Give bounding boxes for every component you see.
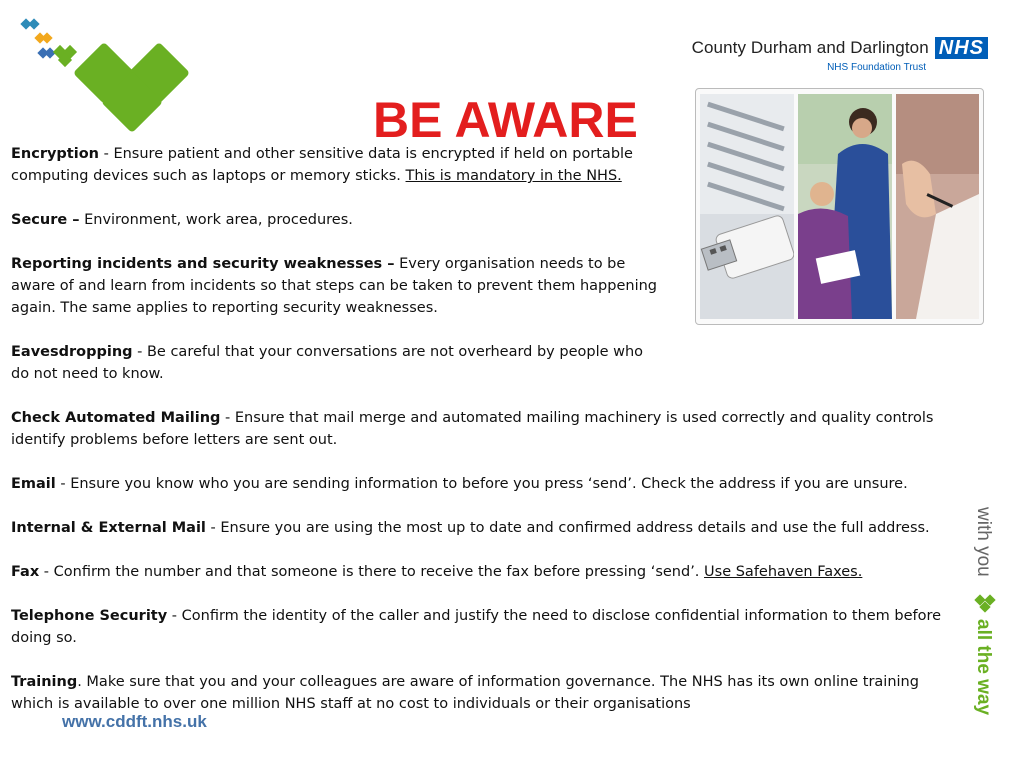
item-separator: -: [99, 146, 114, 162]
list-item: [11, 473, 961, 495]
item-term: Internal & External Mail: [11, 520, 206, 536]
organisation-subtitle: NHS Foundation Trust: [827, 62, 926, 73]
item-separator: -: [132, 344, 147, 360]
item-separator: -: [220, 410, 235, 426]
item-text: Confirm the identity of the caller and justify the need to disclose confidential information to them before doing so.: [11, 608, 942, 646]
list-item: [11, 143, 661, 187]
slogan-part-1: with you: [973, 507, 994, 577]
organisation-name: County Durham and Darlington: [691, 38, 929, 57]
item-separator: .: [77, 674, 87, 690]
item-text: Every organisation needs to be aware of and learn from incidents so that steps can be taken to prevent them happening again. The same applies to reporting security weaknesses.: [11, 256, 658, 316]
item-term: Email: [11, 476, 56, 492]
item-text: Make sure that you and your colleagues are aware of information governance. The NHS has its own online training which is available to over one million NHS staff at no cost to individuals or their organisations: [11, 674, 919, 712]
item-text: Ensure that mail merge and automated mailing machinery is used correctly and quality controls identify problems before letters are sent out.: [11, 410, 934, 448]
item-separator: -: [39, 564, 54, 580]
item-text: Confirm the number and that someone is there to receive the fax before pressing ‘send’.: [53, 564, 705, 580]
list-item: [11, 561, 961, 583]
item-term: Eavesdropping: [11, 344, 133, 360]
item-emphasis: Use Safehaven Faxes.: [704, 564, 863, 580]
item-text: Be careful that your conversations are not overheard by people who do not need to know.: [11, 344, 644, 382]
list-item: [11, 341, 661, 385]
nhs-logo: NHS: [935, 37, 988, 59]
item-text: Environment, work area, procedures.: [84, 212, 353, 228]
item-term: Training: [11, 674, 78, 690]
item-separator: -: [55, 476, 71, 492]
item-term: Fax: [11, 564, 40, 580]
slogan-hearts-icon: [974, 594, 995, 612]
item-text: Ensure patient and other sensitive data is encrypted if held on portable computing devices such as laptops or memory sticks.: [11, 146, 633, 184]
item-term: Reporting incidents and security weaknesses –: [11, 256, 395, 272]
list-item: [11, 253, 661, 319]
list-item: [11, 517, 961, 539]
list-item: [11, 605, 961, 649]
list-item: [11, 407, 961, 451]
slogan-part-2: all the way: [973, 619, 994, 716]
item-text: Ensure you are using the most up to date and confirmed address details and use the full address.: [220, 520, 930, 536]
item-term: Telephone Security: [11, 608, 168, 624]
organisation-header: [692, 37, 988, 73]
list-item: [11, 671, 961, 715]
item-term: Secure –: [11, 212, 80, 228]
slogan-vertical: [962, 505, 1006, 727]
website-link[interactable]: www.cddft.nhs.uk: [62, 712, 207, 731]
guidance-list: [11, 143, 961, 737]
item-separator: -: [205, 520, 221, 536]
item-emphasis: This is mandatory in the NHS.: [405, 168, 622, 184]
page-title: BE AWARE: [373, 92, 638, 148]
item-text: Ensure you know who you are sending information to before you press ‘send’. Check the address if you are unsure.: [70, 476, 908, 492]
item-separator: -: [167, 608, 182, 624]
item-term: Encryption: [11, 146, 99, 162]
trust-logo-hearts-icon: [16, 16, 196, 141]
item-term: Check Automated Mailing: [11, 410, 221, 426]
list-item: [11, 209, 661, 231]
